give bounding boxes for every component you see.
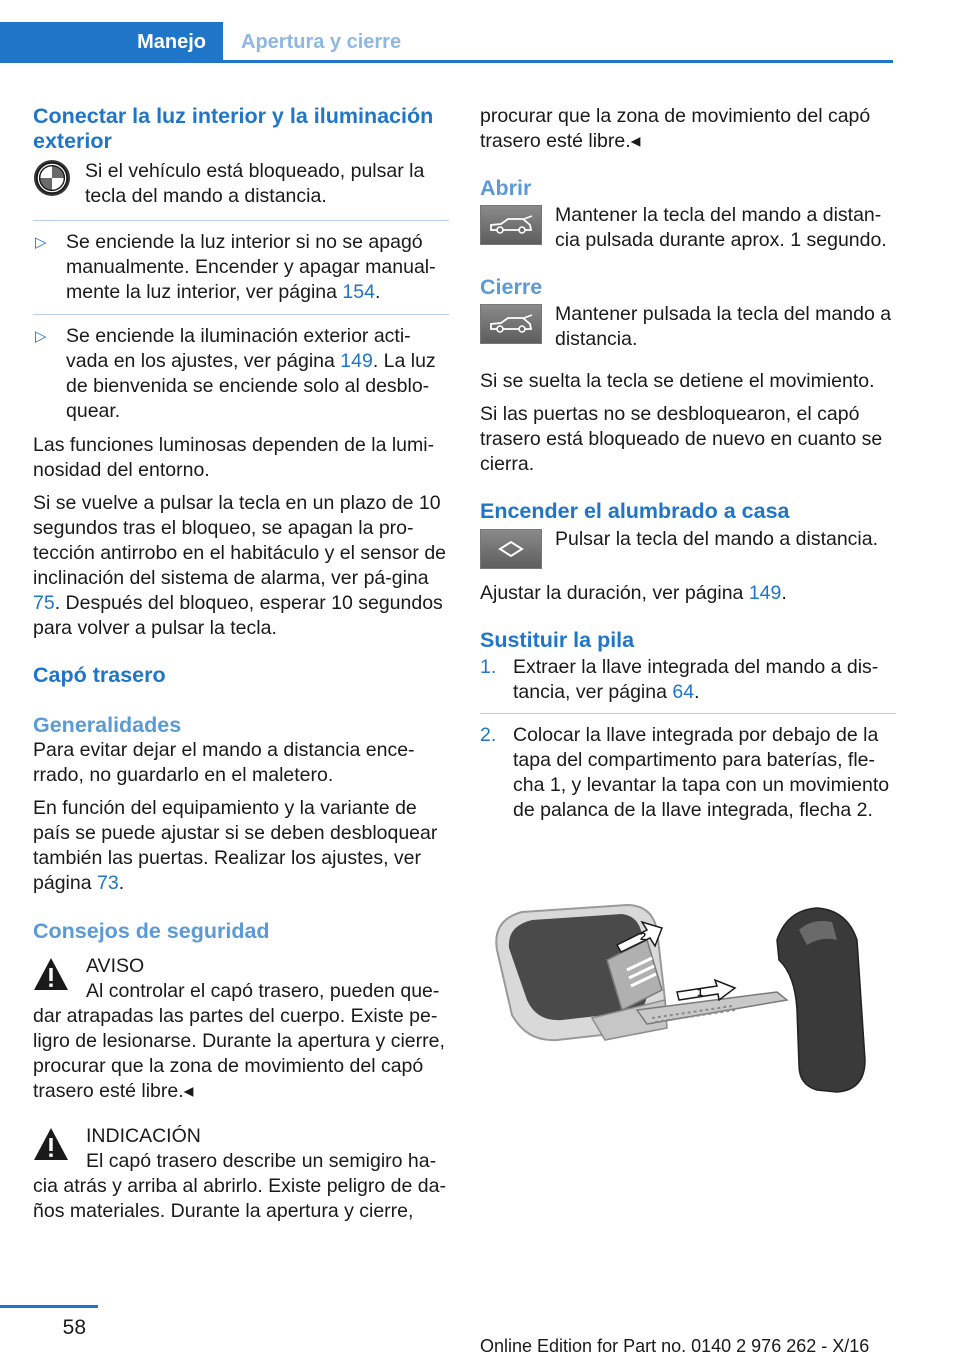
heading-generalidades: Generalidades xyxy=(33,713,182,737)
paragraph-funcion xyxy=(33,796,449,896)
heading-luz-interior: Conectar la luz interior y la iluminación exterior xyxy=(33,104,434,153)
paragraph-puertas: Si las puertas no se desbloquearon, el capó trasero está bloqueado de nuevo en cuanto se cierra. xyxy=(480,403,883,475)
paragraph-text: Si se vuelve a pulsar la tecla en un plazo de 10 segundos tras el bloqueo, se apagan la pro‐tección antirrobo en el habitáculo y el sensor de inclinación del sistema de alarma, ver pá‐gina xyxy=(33,492,447,589)
tailgate-button-icon xyxy=(480,205,542,245)
aviso-title: AVISO xyxy=(86,955,145,977)
luz-instruction-text: Si el vehículo está bloqueado, pulsar la tecla del mando a distancia. xyxy=(85,160,425,207)
indicacion-notice xyxy=(33,1124,449,1174)
section-tab-apertura xyxy=(241,22,401,63)
divider xyxy=(33,314,449,315)
page-link-149[interactable]: 149 xyxy=(340,350,373,372)
cierre-text: Mantener pulsada la tecla del mando a distancia. xyxy=(555,303,892,350)
paragraph-text: . xyxy=(118,872,125,894)
list-item xyxy=(33,230,449,305)
list-item xyxy=(480,655,896,705)
page-link-64[interactable]: 64 xyxy=(672,681,695,703)
triangle-bullet-icon: ▷ xyxy=(35,328,47,345)
paragraph-text: . Después del bloqueo, esperar 10 segundos para volver a pulsar la tecla. xyxy=(33,592,443,639)
indicacion-title: INDICACIÓN xyxy=(86,1125,201,1147)
divider xyxy=(33,220,449,221)
arrow-2-label: 2 xyxy=(640,931,647,943)
step-number: 1. xyxy=(480,656,497,678)
list-item-text: . xyxy=(694,681,700,703)
heading-sustituir-pila: Sustituir la pila xyxy=(480,628,635,652)
tailgate-button-icon xyxy=(480,304,542,344)
warning-triangle-icon xyxy=(33,956,69,992)
list-item-text: . xyxy=(374,281,381,303)
header-rule xyxy=(0,60,893,63)
heading-alumbrado: Encender el alumbrado a casa xyxy=(480,499,790,523)
divider xyxy=(480,713,896,714)
paragraph-ajustar xyxy=(480,581,896,606)
alumbrado-instruction xyxy=(480,527,896,569)
paragraph-funciones: Las funciones luminosas dependen de la lumi‐nosidad del entorno. xyxy=(33,434,435,481)
page-number: 58 xyxy=(62,1316,86,1339)
list-item xyxy=(480,723,896,823)
alumbrado-text: Pulsar la tecla del mando a distancia. xyxy=(555,528,879,550)
headlight-button-icon xyxy=(480,529,542,569)
indicacion-text-rest: cia atrás y arriba al abrirlo. Existe peligro de da‐ños materiales. Durante la apertura y cierre, xyxy=(33,1175,446,1222)
list-item-text: Colocar la llave integrada por debajo de la tapa del compartimento para baterías, fle‐cha 1, y levantar la tapa con un movimiento de palanca de la llave integrada, flecha 2. xyxy=(513,724,890,821)
heading-capo-trasero: Capó trasero xyxy=(33,663,166,687)
step-number: 2. xyxy=(480,724,497,746)
aviso-warning xyxy=(33,954,449,1004)
paragraph-text: Ajustar la duración, ver página xyxy=(480,582,749,604)
tab-label: Manejo xyxy=(137,31,206,53)
heading-abrir: Abrir xyxy=(480,176,532,200)
paragraph-continuation: procurar que la zona de movimiento del capó trasero esté libre.◂ xyxy=(480,105,871,152)
paragraph-suelta: Si se suelta la tecla se detiene el movimiento. xyxy=(480,370,875,392)
key-battery-illustration xyxy=(487,900,877,1100)
paragraph-evitar: Para evitar dejar el mando a distancia ence‐rrado, no guardarlo en el maletero. xyxy=(33,739,415,786)
heading-cierre: Cierre xyxy=(480,275,543,299)
list-item-text: . La luz de bienvenida se enciende solo al desblo‐quear. xyxy=(66,350,436,422)
warning-triangle-icon xyxy=(33,1126,69,1162)
paragraph-vuelve xyxy=(33,491,449,641)
aviso-text-rest: dar atrapadas las partes del cuerpo. Existe pe‐ligro de lesionarse. Durante la apertura y cierre, procurar que la zona de movimiento del capó trasero esté libre.◂ xyxy=(33,1005,445,1102)
section-tab-manejo xyxy=(0,22,223,63)
list-item-text: Extraer la llave integrada del mando a dis‐tancia, ver página xyxy=(513,656,879,703)
list-item-text: Se enciende la iluminación exterior acti‐vada en los ajustes, ver página xyxy=(66,325,411,372)
page-link-75[interactable]: 75 xyxy=(33,592,55,614)
edition-text: Online Edition for Part no. 0140 2 976 262 - X/16 xyxy=(480,1336,870,1356)
arrow-1-label: 1 xyxy=(697,987,704,999)
aviso-text: Al controlar el capó trasero, pueden que‐ xyxy=(86,980,440,1002)
luz-instruction xyxy=(33,159,449,209)
page-link-73[interactable]: 73 xyxy=(96,872,119,894)
list-item-text: Se enciende la luz interior si no se apagó manualmente. Encender y apagar manual‐mente la luz interior, ver página xyxy=(66,231,436,303)
paragraph-text: . xyxy=(781,582,787,604)
right-column xyxy=(480,100,896,823)
left-column xyxy=(33,100,449,1224)
page-link-154[interactable]: 154 xyxy=(342,281,375,303)
footer-rule xyxy=(0,1305,98,1308)
heading-consejos: Consejos de seguridad xyxy=(33,919,270,943)
abrir-instruction xyxy=(480,203,896,253)
indicacion-text: El capó trasero describe un semigiro ha‐ xyxy=(86,1150,437,1172)
bmw-logo-icon xyxy=(33,159,71,197)
page-link-149[interactable]: 149 xyxy=(748,582,782,604)
paragraph-text: En función del equipamiento y la variante de país se puede ajustar si se deben desbloquear también las puertas. Realizar los ajustes, ver página xyxy=(33,797,438,894)
abrir-text: Mantener la tecla del mando a distan‐cia pulsada durante aprox. 1 segundo. xyxy=(555,204,887,251)
list-item xyxy=(33,324,449,424)
tab-label: Apertura y cierre xyxy=(241,31,402,53)
triangle-bullet-icon: ▷ xyxy=(35,234,47,251)
cierre-instruction xyxy=(480,302,896,352)
